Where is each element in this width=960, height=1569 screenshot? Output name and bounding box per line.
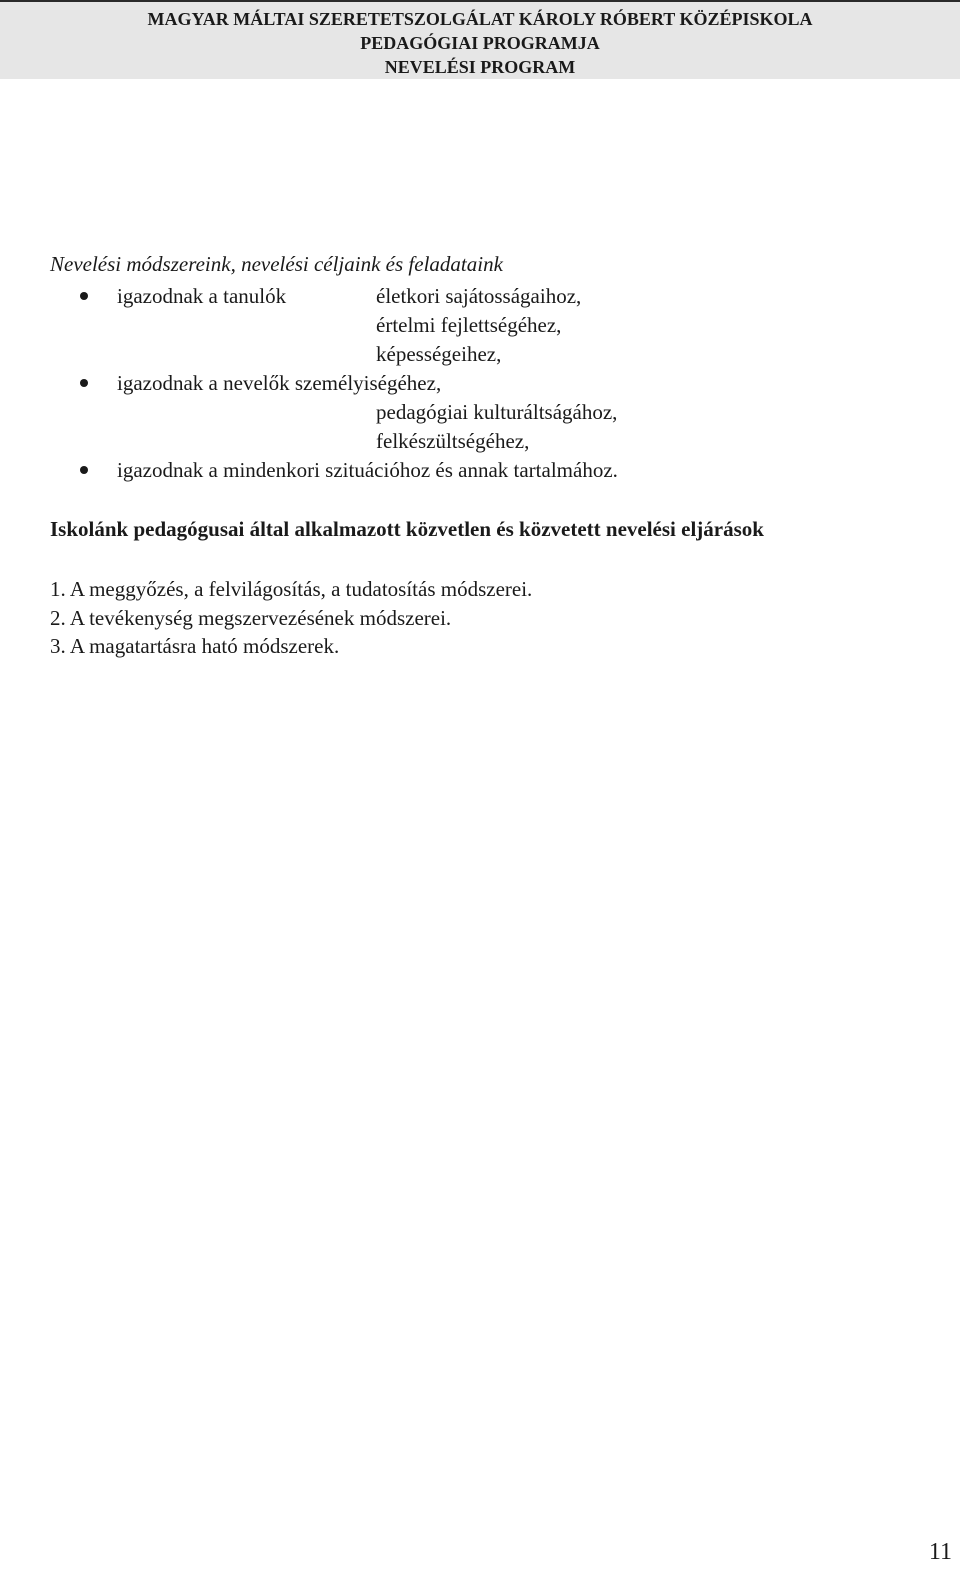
bullet-2-lead: igazodnak a nevelők személyiségéhez, (117, 371, 442, 395)
bullet-3-lead: igazodnak a mindenkori szituációhoz és annak tartalmához. (117, 458, 618, 482)
section-title: Nevelési módszereink, nevelési céljaink és feladataink (50, 252, 503, 276)
method-item-2: 2. A tevékenység megszervezésének módszerei. (50, 606, 452, 630)
method-item-1: 1. A meggyőzés, a felvilágosítás, a tudatosítás módszerei. (50, 577, 533, 601)
bullet-1-item-2: értelmi fejlettségéhez, (376, 313, 562, 337)
page-header (0, 0, 960, 79)
bullet-icon (80, 292, 88, 300)
bullet-2-item-2: felkészültségéhez, (376, 429, 530, 453)
bullet-icon (80, 379, 88, 387)
bullet-1-item-1: életkori sajátosságaihoz, (376, 284, 582, 308)
bullet-icon (80, 466, 88, 474)
method-item-3: 3. A magatartásra ható módszerek. (50, 634, 340, 658)
header-section-title: NEVELÉSI PROGRAM (384, 57, 576, 77)
header-program-title: PEDAGÓGIAI PROGRAMJA (360, 33, 600, 53)
bullet-1-item-3: képességeihez, (376, 342, 502, 366)
header-school-name: MAGYAR MÁLTAI SZERETETSZOLGÁLAT KÁROLY RÓBERT KÖZÉPISKOLA (147, 9, 813, 29)
bullet-2-item-1: pedagógiai kulturáltságához, (376, 400, 618, 424)
procedures-heading: Iskolánk pedagógusai által alkalmazott közvetlen és közvetett nevelési eljárások (50, 517, 764, 541)
bullet-1-lead: igazodnak a tanulók (117, 284, 287, 308)
page-number: 11 (928, 1539, 952, 1565)
